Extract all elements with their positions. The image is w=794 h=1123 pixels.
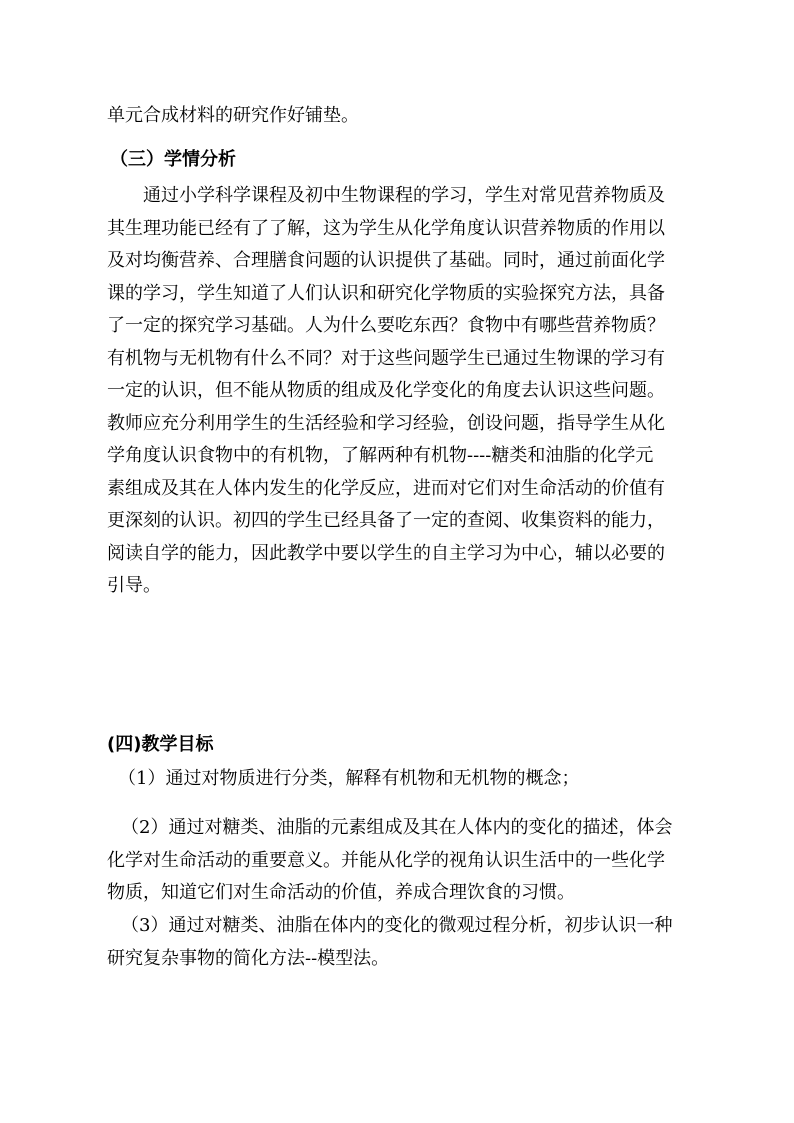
paragraph-line: 引导。	[107, 575, 161, 596]
paragraph-line: 素组成及其在人体内发生的化学反应，进而对它们对生命活动的价值有	[107, 477, 665, 499]
section-heading-learning-analysis: （三）学情分析	[110, 149, 236, 170]
goal-line: 物质，知道它们对生命活动的价值，养成合理饮食的习惯。	[107, 882, 575, 903]
goal-1	[118, 763, 698, 796]
paragraph-line: 有机物与无机物有什么不同？对于这些问题学生已通过生物课的学习有	[107, 347, 665, 369]
paragraph-line: 一定的认识，但不能从物质的组成及化学变化的角度去认识这些问题。	[107, 380, 665, 401]
paragraph-line: 课的学习，学生知道了人们认识和研究化学物质的实验探究方法，具备	[107, 282, 665, 304]
paragraph-line: 其生理功能已经有了了解，这为学生从化学角度认识营养物质的作用以	[107, 217, 665, 239]
goal-line: 研究复杂事物的简化方法--模型法。	[107, 947, 390, 969]
paragraph-line: 及对均衡营养、合理膳食问题的认识提供了基础。同时，通过前面化学	[107, 250, 665, 271]
paragraph-line: 学角度认识食物中的有机物，了解两种有机物----糖类和油脂的化学元	[107, 445, 654, 466]
goal-line: （1）通过对物质进行分类，解释有机物和无机物的概念；	[118, 768, 580, 789]
goal-line: （2）通过对糖类、油脂的元素组成及其在人体内的变化的描述，体会	[121, 817, 673, 838]
carry-over-line	[107, 100, 687, 133]
paragraph-line: 通过小学科学课程及初中生物课程的学习，学生对常见营养物质及	[143, 185, 665, 206]
goal-2	[107, 812, 687, 910]
learning-analysis-paragraph	[107, 180, 687, 603]
paragraph-line: 了一定的探究学习基础。人为什么要吃东西？食物中有哪些营养物质？	[107, 315, 665, 336]
goal-line: （3）通过对糖类、油脂在体内的变化的微观过程分析，初步认识一种	[121, 915, 673, 936]
paragraph-line: 阅读自学的能力，因此教学中要以学生的自主学习为中心，辅以必要的	[107, 542, 665, 564]
goal-3	[107, 910, 687, 975]
paragraph-line: 教师应充分利用学生的生活经验和学习经验，创设问题，指导学生从化	[107, 412, 665, 434]
paragraph-line: 更深刻的认识。初四的学生已经具备了一定的查阅、收集资料的能力，	[107, 510, 665, 531]
goal-line: 化学对生命活动的重要意义。并能从化学的视角认识生活中的一些化学	[107, 849, 665, 871]
text-line: 单元合成材料的研究作好铺垫。	[107, 105, 359, 126]
section-heading-teaching-goals: (四)教学目标	[107, 734, 214, 755]
